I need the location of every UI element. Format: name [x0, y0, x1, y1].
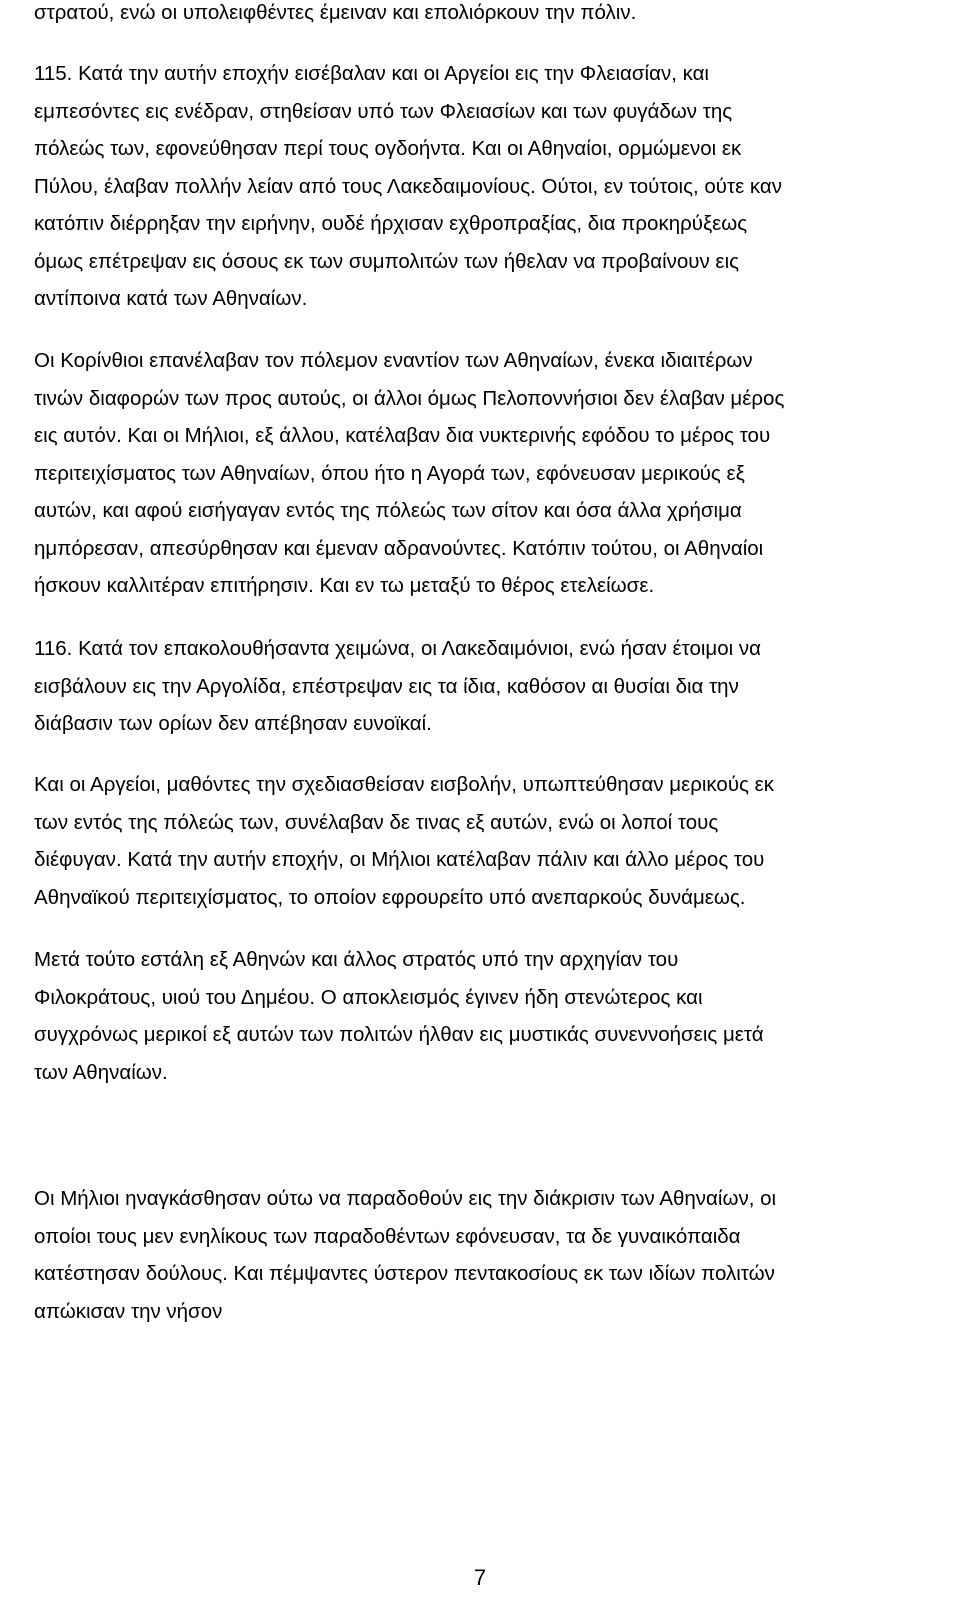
text-line: οποίοι τους μεν ενηλίκους των παραδοθέντων εφόνευσαν, τα δε γυναικόπαιδα — [34, 1224, 741, 1248]
text-line: κατόπιν διέρρηξαν την ειρήνην, ουδέ ήρχισαν εχθροπραξίας, δια προκηρύξεως — [34, 212, 748, 235]
text-line: συγχρόνως μερικοί εξ αυτών των πολιτών ήλθαν εις μυστικάς συνεννοήσεις μετά — [34, 1023, 764, 1046]
text-line: πόλεώς των, εφονεύθησαν περί τους ογδοήντα. Και οι Αθηναίοι, ορμώμενοι εκ — [34, 137, 742, 160]
text-line: διέφυγαν. Κατά την αυτήν εποχήν, οι Μήλιοι κατέλαβαν πάλιν και άλλο μέρος του — [34, 848, 765, 871]
text-line: Οι Κορίνθιοι επανέλαβαν τον πόλεμον εναντίον των Αθηναίων, ένεκα ιδιαιτέρων — [34, 349, 753, 372]
text-line: ήσκουν καλλιτέραν επιτήρησιν. Και εν τω μεταξύ το θέρος ετελείωσε. — [34, 574, 655, 597]
text-line: όμως επέτρεψαν εις όσους εκ των συμπολιτών των ήθελαν να προβαίνουν εις — [34, 249, 739, 273]
paragraph-argives — [34, 766, 954, 916]
text-line: Φιλοκράτους, υιού του Δημέου. Ο αποκλεισμός έγινεν ήδη στενώτερος και — [34, 985, 703, 1009]
text-line: Αθηναϊκού περιτειχίσματος, το οποίον εφρουρείτο υπό ανεπαρκούς δυνάμεως. — [34, 885, 746, 909]
text-line: Και οι Αργείοι, μαθόντες την σχεδιασθείσαν εισβολήν, υπωπτεύθησαν μερικούς εκ — [34, 773, 775, 796]
text-line: περιτειχίσματος των Αθηναίων, όπου ήτο η Αγορά των, εφόνευσαν μερικούς εξ — [34, 461, 745, 485]
text-line: αυτών, και αφού εισήγαγαν εντός της πόλεώς των σίτον και όσα άλλα χρήσιμα — [34, 499, 742, 522]
paragraph-philocrates — [34, 941, 954, 1091]
paragraph-corinthians — [34, 342, 954, 605]
paragraph-fragment — [34, 0, 954, 32]
paragraph-116 — [34, 630, 954, 743]
text-line: στρατού, ενώ οι υπολειφθέντες έμειναν και επολιόρκουν την πόλιν. — [34, 1, 637, 24]
text-line: αντίποινα κατά των Αθηναίων. — [34, 287, 308, 310]
text-line: 116. Κατά τον επακολουθήσαντα χειμώνα, οι Λακεδαιμόνιοι, ενώ ήσαν έτοιμοι να — [34, 637, 761, 660]
text-line: απώκισαν την νήσον — [34, 1299, 223, 1323]
text-line: κατέστησαν δούλους. Και πέμψαντες ύστερον πεντακοσίους εκ των ιδίων πολιτών — [34, 1262, 775, 1285]
page-number: 7 — [473, 1565, 487, 1590]
text-line: Οι Μήλιοι ηναγκάσθησαν ούτω να παραδοθούν εις την διάκρισιν των Αθηναίων, οι — [34, 1187, 777, 1210]
paragraph-melians — [34, 1180, 954, 1330]
text-line: των εντός της πόλεώς των, συνέλαβαν δε τινας εξ αυτών, ενώ οι λοποί τους — [34, 810, 719, 834]
text-line: εισβάλουν εις την Αργολίδα, επέστρεψαν εις τα ίδια, καθόσον αι θυσίαι δια την — [34, 674, 739, 698]
text-line: τινών διαφορών των προς αυτούς, οι άλλοι όμως Πελοποννήσιοι δεν έλαβαν μέρος — [34, 386, 785, 410]
text-line: Πύλου, έλαβαν πολλήν λείαν από τους Λακεδαιμονίους. Ούτοι, εν τούτοις, ούτε καν — [34, 174, 783, 198]
text-line: 115. Κατά την αυτήν εποχήν εισέβαλαν και οι Αργείοι εις την Φλειασίαν, και — [34, 62, 709, 85]
text-line: εις αυτόν. Και οι Μήλιοι, εξ άλλου, κατέλαβαν δια νυκτερινής εφόδου το μέρος του — [34, 424, 771, 447]
text-line: των Αθηναίων. — [34, 1060, 168, 1084]
text-line: εμπεσόντες εις ενέδραν, στηθείσαν υπό των Φλειασίων και των φυγάδων της — [34, 99, 733, 123]
text-line: Μετά τούτο εστάλη εξ Αθηνών και άλλος στρατός υπό την αρχηγίαν του — [34, 948, 679, 971]
text-line: ημπόρεσαν, απεσύρθησαν και έμεναν αδρανούντες. Κατόπιν τούτου, οι Αθηναίοι — [34, 536, 764, 560]
text-line: διάβασιν των ορίων δεν απέβησαν ευνοϊκαί. — [34, 712, 432, 735]
paragraph-115 — [34, 55, 954, 318]
